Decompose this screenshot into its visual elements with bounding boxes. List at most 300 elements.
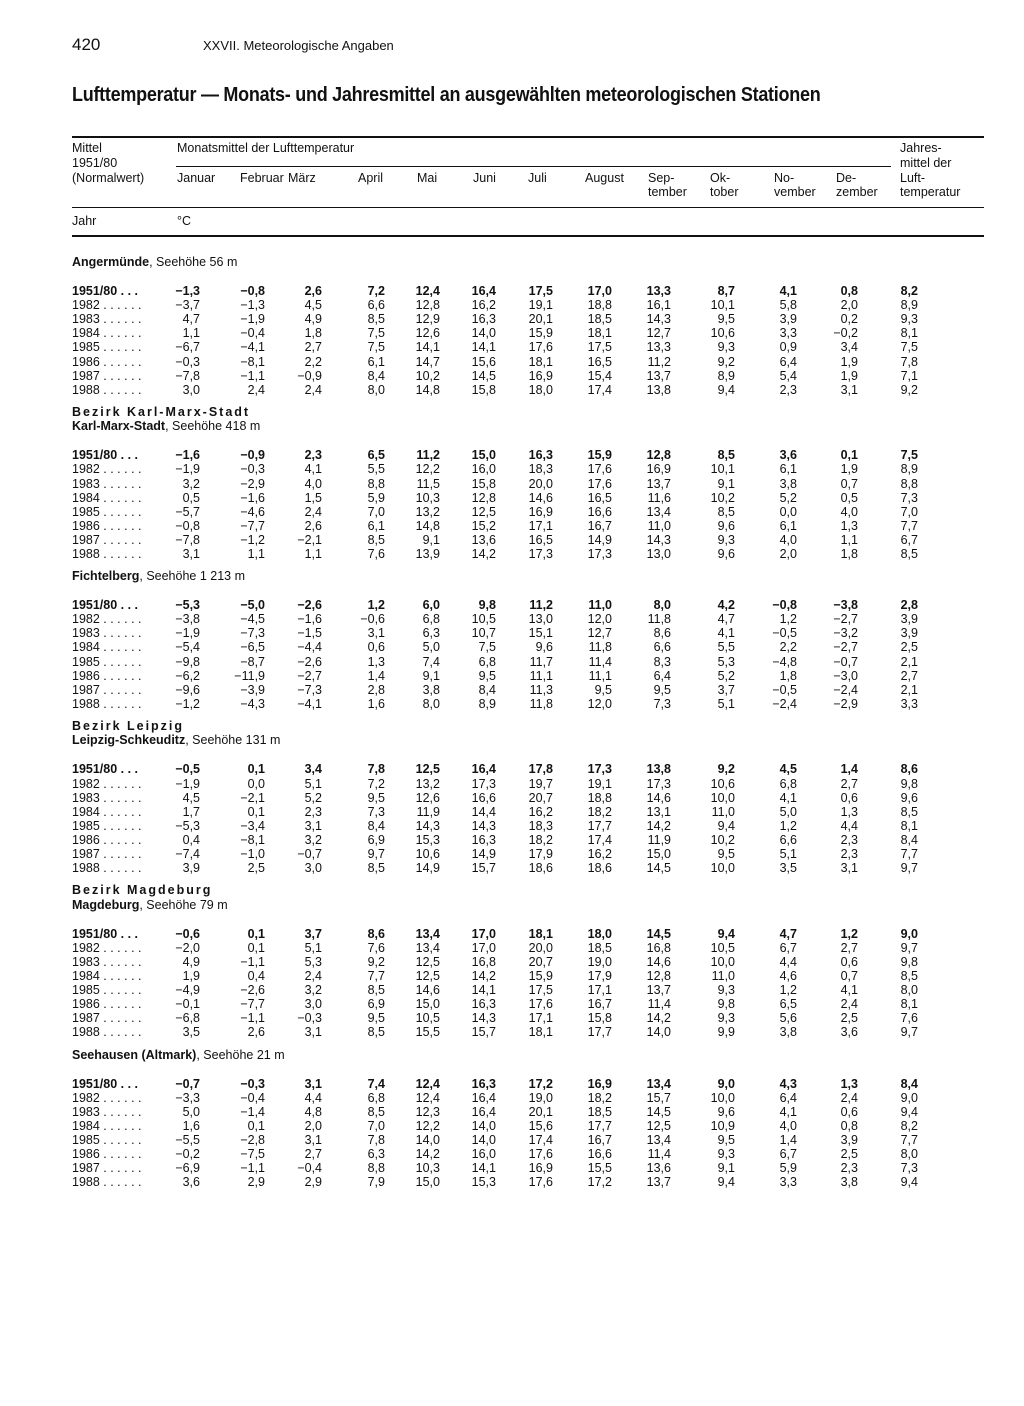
district-heading: Bezirk Magdeburg <box>72 883 213 898</box>
month-value-cell: 0,1 <box>247 762 265 777</box>
month-value-cell: 0,5 <box>840 490 858 505</box>
month-value-cell: 12,0 <box>587 612 612 627</box>
header-jahr: Jahr <box>72 214 97 228</box>
year-cell: 1983 . . . . . . <box>72 1104 142 1119</box>
table-row <box>0 1161 1024 1176</box>
month-value-cell: −7,5 <box>240 1147 265 1161</box>
month-value-cell: 4,3 <box>779 1076 797 1091</box>
month-value-cell: 4,7 <box>182 312 200 327</box>
table-row <box>0 369 1024 384</box>
month-value-cell: 7,3 <box>653 696 671 711</box>
month-value-cell: 17,6 <box>528 997 553 1012</box>
month-value-cell: 18,1 <box>528 1025 553 1040</box>
district-heading: Bezirk Leipzig <box>72 718 185 733</box>
month-value-cell: −5,3 <box>175 818 200 833</box>
month-value-cell: 10,0 <box>710 861 735 876</box>
month-value-cell: 7,5 <box>367 340 385 355</box>
month-value-cell: 20,7 <box>528 954 553 969</box>
annual-mean-cell: 7,7 <box>900 847 918 861</box>
month-value-cell: −3,8 <box>175 612 200 627</box>
year-cell: 1984 . . . . . . <box>72 640 142 655</box>
month-value-cell: −4,9 <box>175 983 200 998</box>
month-value-cell: 17,0 <box>587 284 612 298</box>
month-value-cell: 7,4 <box>367 1076 385 1091</box>
month-value-cell: 11,6 <box>647 490 671 505</box>
table-row <box>0 1091 1024 1106</box>
month-value-cell: 17,9 <box>587 969 612 983</box>
month-value-cell: −7,3 <box>297 682 322 697</box>
month-value-cell: 15,0 <box>471 448 496 463</box>
year-cell: 1982 . . . . . . <box>72 776 142 791</box>
month-value-cell: 17,4 <box>587 832 612 847</box>
month-value-cell: −0,3 <box>240 462 265 477</box>
month-value-cell: 18,1 <box>528 926 553 941</box>
annual-mean-cell: 9,3 <box>900 312 918 327</box>
month-value-cell: 1,4 <box>840 762 858 777</box>
month-value-cell: 4,1 <box>779 1104 797 1119</box>
month-value-cell: 8,9 <box>717 368 735 383</box>
month-value-cell: 8,8 <box>367 476 385 491</box>
month-value-cell: 1,9 <box>182 969 200 983</box>
month-value-cell: 15,0 <box>415 997 440 1012</box>
month-value-cell: 16,5 <box>587 490 612 505</box>
table-row <box>0 847 1024 862</box>
month-value-cell: 4,5 <box>779 762 797 777</box>
year-cell: 1987 . . . . . . <box>72 532 142 547</box>
month-value-cell: 12,4 <box>415 284 440 298</box>
month-value-cell: 18,1 <box>528 354 553 369</box>
month-value-cell: 10,0 <box>710 954 735 969</box>
month-value-cell: −2,6 <box>297 598 322 613</box>
month-value-cell: 13,2 <box>415 504 440 519</box>
month-value-cell: 13,6 <box>471 532 496 547</box>
month-value-cell: 9,6 <box>535 640 553 655</box>
year-cell: 1988 . . . . . . <box>72 696 142 711</box>
month-value-cell: 16,8 <box>471 954 496 969</box>
month-value-cell: 12,8 <box>471 490 496 505</box>
month-value-cell: 5,2 <box>779 490 797 505</box>
month-value-cell: 6,6 <box>779 832 797 847</box>
annual-mean-cell: 8,2 <box>900 1118 918 1133</box>
month-value-cell: 16,5 <box>528 532 553 547</box>
annual-mean-cell: 8,8 <box>900 476 918 491</box>
annual-mean-cell: 8,9 <box>900 298 918 313</box>
month-value-cell: 16,4 <box>471 762 496 777</box>
month-value-cell: 1,8 <box>779 668 797 683</box>
month-value-cell: 10,1 <box>710 298 735 313</box>
station-elevation: , Seehöhe 418 m <box>165 419 261 434</box>
month-value-cell: 3,4 <box>304 762 322 777</box>
annual-mean-cell: 8,0 <box>900 983 918 998</box>
month-value-cell: 3,0 <box>182 382 200 397</box>
month-value-cell: 11,4 <box>647 997 671 1012</box>
month-value-cell: 4,8 <box>304 1104 322 1119</box>
month-header-8: August <box>585 171 624 185</box>
month-value-cell: 3,8 <box>779 476 797 491</box>
month-value-cell: −0,1 <box>175 997 200 1012</box>
table-row <box>0 547 1024 562</box>
table-row <box>0 861 1024 876</box>
annual-mean-cell: 8,5 <box>900 547 918 561</box>
month-value-cell: 16,7 <box>587 997 612 1012</box>
month-value-cell: 18,5 <box>587 940 612 955</box>
annual-mean-cell: 7,7 <box>900 1132 918 1147</box>
table-row <box>0 640 1024 655</box>
annual-mean-cell: 9,7 <box>900 940 918 955</box>
month-value-cell: 17,1 <box>528 518 553 533</box>
month-value-cell: 3,1 <box>182 547 200 561</box>
month-value-cell: 18,2 <box>587 1090 612 1105</box>
month-value-cell: −7,8 <box>175 532 200 547</box>
table-row <box>0 612 1024 627</box>
month-value-cell: 2,8 <box>367 682 385 697</box>
month-value-cell: 1,7 <box>182 804 200 819</box>
month-value-cell: 12,8 <box>646 448 671 463</box>
station-heading <box>72 898 228 912</box>
month-value-cell: 16,0 <box>471 1147 496 1161</box>
month-value-cell: 20,0 <box>528 940 553 955</box>
month-value-cell: 14,5 <box>646 1104 671 1119</box>
month-value-cell: 15,9 <box>587 448 612 463</box>
month-value-cell: 3,3 <box>779 326 797 341</box>
month-value-cell: 17,7 <box>587 1118 612 1133</box>
district-heading: Bezirk Karl-Marx-Stadt <box>72 404 251 419</box>
month-value-cell: 4,1 <box>779 790 797 805</box>
month-value-cell: 18,8 <box>587 790 612 805</box>
month-value-cell: 11,5 <box>416 476 440 491</box>
month-value-cell: 11,2 <box>529 598 553 613</box>
table-row <box>0 383 1024 398</box>
table-row <box>0 1147 1024 1162</box>
month-value-cell: −1,0 <box>240 847 265 861</box>
year-cell: 1982 . . . . . . <box>72 298 142 313</box>
month-value-cell: −1,1 <box>240 368 265 383</box>
year-cell: 1951/80 . . . <box>72 448 139 463</box>
month-value-cell: 17,6 <box>528 340 553 355</box>
year-cell: 1987 . . . . . . <box>72 368 142 383</box>
month-value-cell: 0,0 <box>779 504 797 519</box>
month-value-cell: 2,0 <box>304 1118 322 1133</box>
month-value-cell: −5,0 <box>240 598 265 613</box>
month-value-cell: 2,4 <box>304 504 322 519</box>
month-value-cell: 12,8 <box>646 969 671 983</box>
month-value-cell: 9,2 <box>367 954 385 969</box>
year-cell: 1988 . . . . . . <box>72 1175 142 1190</box>
station-name: Fichtelberg <box>72 569 140 584</box>
month-value-cell: 15,1 <box>528 626 553 641</box>
month-value-cell: −1,9 <box>175 626 200 641</box>
annual-mean-cell: 8,1 <box>900 997 918 1012</box>
month-value-cell: −2,4 <box>772 696 797 711</box>
table-row <box>0 598 1024 613</box>
month-header-6: Juni <box>473 171 496 185</box>
month-value-cell: 3,7 <box>717 682 735 697</box>
month-value-cell: 8,4 <box>478 682 496 697</box>
month-value-cell: 14,3 <box>646 312 671 327</box>
month-value-cell: −8,7 <box>240 654 265 669</box>
month-value-cell: 13,7 <box>646 1175 671 1190</box>
year-cell: 1985 . . . . . . <box>72 1132 142 1147</box>
month-value-cell: 6,1 <box>367 518 385 533</box>
month-value-cell: 2,6 <box>304 284 322 298</box>
annual-mean-cell: 7,6 <box>900 1011 918 1026</box>
table-title: Lufttemperatur — Monats- und Jahresmittel an ausgewählten meteorologischen Stationen <box>72 84 821 106</box>
month-value-cell: 10,2 <box>415 368 440 383</box>
month-value-cell: 12,5 <box>471 504 496 519</box>
station-name: Seehausen (Altmark) <box>72 1047 197 1062</box>
year-cell: 1985 . . . . . . <box>72 983 142 998</box>
month-value-cell: 1,8 <box>840 547 858 561</box>
station-elevation: , Seehöhe 1 213 m <box>139 569 246 584</box>
table-row <box>0 298 1024 313</box>
month-value-cell: 0,1 <box>247 926 265 941</box>
month-value-cell: −4,3 <box>240 696 265 711</box>
annual-mean-cell: 2,8 <box>900 598 918 613</box>
month-value-cell: 12,5 <box>415 762 440 777</box>
month-value-cell: −1,6 <box>297 612 322 627</box>
month-value-cell: 0,8 <box>840 284 858 298</box>
month-value-cell: −2,7 <box>297 668 322 683</box>
month-value-cell: 10,6 <box>415 847 440 861</box>
annual-mean-cell: 9,4 <box>900 1175 918 1190</box>
table-row <box>0 997 1024 1012</box>
month-value-cell: 3,1 <box>304 1025 322 1040</box>
month-value-cell: 3,1 <box>367 626 385 641</box>
annual-mean-cell: 6,7 <box>900 532 918 547</box>
month-value-cell: 20,1 <box>528 1104 553 1119</box>
month-value-cell: 16,2 <box>587 847 612 861</box>
month-value-cell: 6,3 <box>367 1147 385 1161</box>
month-value-cell: 11,4 <box>588 654 612 669</box>
month-value-cell: −0,5 <box>175 762 200 777</box>
header-unit: °C <box>177 214 192 228</box>
month-header-3: März <box>288 171 316 185</box>
month-value-cell: −2,7 <box>833 612 858 627</box>
month-value-cell: 10,9 <box>710 1118 735 1133</box>
month-value-cell: −6,7 <box>175 340 200 355</box>
month-value-cell: 7,6 <box>367 547 385 561</box>
month-value-cell: 1,2 <box>779 612 797 627</box>
month-header-4: April <box>358 171 384 185</box>
month-value-cell: −2,6 <box>240 983 265 998</box>
month-value-cell: 4,7 <box>779 926 797 941</box>
month-value-cell: 2,3 <box>304 804 322 819</box>
month-value-cell: 17,3 <box>587 547 612 561</box>
month-value-cell: 11,2 <box>647 354 671 369</box>
month-value-cell: 10,2 <box>710 832 735 847</box>
month-value-cell: 4,0 <box>779 532 797 547</box>
year-cell: 1984 . . . . . . <box>72 1118 142 1133</box>
month-value-cell: 9,5 <box>594 682 612 697</box>
year-cell: 1988 . . . . . . <box>72 861 142 876</box>
month-value-cell: 12,2 <box>415 1118 440 1133</box>
month-value-cell: 8,8 <box>367 1161 385 1176</box>
month-value-cell: 14,4 <box>471 804 496 819</box>
month-value-cell: 0,7 <box>840 969 858 983</box>
month-value-cell: 17,9 <box>528 847 553 861</box>
month-value-cell: 9,5 <box>653 682 671 697</box>
year-cell: 1987 . . . . . . <box>72 1161 142 1176</box>
station-name: Magdeburg <box>72 897 140 912</box>
month-value-cell: 17,6 <box>587 462 612 477</box>
month-value-cell: 10,3 <box>415 1161 440 1176</box>
year-cell: 1986 . . . . . . <box>72 668 142 683</box>
month-value-cell: 18,6 <box>587 861 612 876</box>
month-value-cell: 4,7 <box>717 612 735 627</box>
month-header-9-line2: tember <box>648 185 687 199</box>
month-value-cell: 17,6 <box>587 476 612 491</box>
month-value-cell: 8,4 <box>367 818 385 833</box>
month-value-cell: 2,0 <box>840 298 858 313</box>
month-value-cell: −2,6 <box>297 654 322 669</box>
month-value-cell: 2,6 <box>304 518 322 533</box>
annual-mean-cell: 8,1 <box>900 818 918 833</box>
month-value-cell: 16,3 <box>471 1076 496 1091</box>
table-row <box>0 1133 1024 1148</box>
annual-mean-cell: 8,5 <box>900 804 918 819</box>
month-value-cell: −0,7 <box>175 1076 200 1091</box>
month-value-cell: 9,5 <box>717 1132 735 1147</box>
month-value-cell: 12,4 <box>415 1090 440 1105</box>
month-value-cell: 13,8 <box>646 382 671 397</box>
month-value-cell: 4,4 <box>840 818 858 833</box>
month-value-cell: −0,3 <box>175 354 200 369</box>
month-value-cell: −2,9 <box>833 696 858 711</box>
month-value-cell: 18,8 <box>587 298 612 313</box>
year-cell: 1951/80 . . . <box>72 926 139 941</box>
month-value-cell: −4,1 <box>297 696 322 711</box>
month-value-cell: 5,1 <box>779 847 797 861</box>
annual-mean-cell: 8,5 <box>900 969 918 983</box>
page-number: 420 <box>72 35 101 54</box>
annual-mean-cell: 8,2 <box>900 284 918 298</box>
month-value-cell: 6,7 <box>779 940 797 955</box>
year-cell: 1951/80 . . . <box>72 1076 139 1091</box>
month-value-cell: 10,1 <box>710 462 735 477</box>
month-value-cell: −1,1 <box>240 954 265 969</box>
month-value-cell: 11,8 <box>647 612 671 627</box>
month-value-cell: 6,9 <box>367 997 385 1012</box>
month-value-cell: 3,0 <box>304 997 322 1012</box>
month-value-cell: 15,7 <box>471 1025 496 1040</box>
station-elevation: , Seehöhe 56 m <box>149 255 238 269</box>
month-value-cell: 2,3 <box>840 832 858 847</box>
month-value-cell: 13,3 <box>646 340 671 355</box>
table-row <box>0 791 1024 806</box>
month-value-cell: −0,9 <box>297 368 322 383</box>
month-value-cell: 2,3 <box>840 1161 858 1176</box>
month-value-cell: 3,1 <box>304 1076 322 1091</box>
table-row <box>0 477 1024 492</box>
month-value-cell: 0,8 <box>840 1118 858 1133</box>
month-value-cell: 6,7 <box>779 1147 797 1161</box>
table-row <box>0 833 1024 848</box>
annual-mean-cell: 2,7 <box>900 668 918 683</box>
year-cell: 1951/80 . . . <box>72 598 139 613</box>
month-value-cell: −2,1 <box>297 532 322 547</box>
month-value-cell: −4,6 <box>240 504 265 519</box>
annual-mean-cell: 7,0 <box>900 504 918 519</box>
month-value-cell: 1,1 <box>304 547 322 561</box>
station-name: Angermünde <box>72 255 150 269</box>
month-value-cell: 5,2 <box>304 790 322 805</box>
month-value-cell: 3,9 <box>182 861 200 876</box>
month-value-cell: 1,9 <box>840 462 858 477</box>
month-value-cell: 8,5 <box>717 504 735 519</box>
month-value-cell: 9,1 <box>717 476 735 491</box>
month-value-cell: 3,8 <box>422 682 440 697</box>
month-value-cell: 3,0 <box>304 861 322 876</box>
month-value-cell: 14,8 <box>415 382 440 397</box>
year-cell: 1988 . . . . . . <box>72 547 142 561</box>
station-heading <box>72 1048 285 1062</box>
month-value-cell: 13,3 <box>646 284 671 298</box>
month-value-cell: 1,9 <box>840 368 858 383</box>
month-value-cell: 13,7 <box>646 983 671 998</box>
table-row <box>0 355 1024 370</box>
month-value-cell: 17,3 <box>646 776 671 791</box>
annual-mean-cell: 7,5 <box>900 448 918 463</box>
month-value-cell: −1,5 <box>297 626 322 641</box>
month-value-cell: −0,7 <box>833 654 858 669</box>
month-value-cell: 5,6 <box>779 1011 797 1026</box>
month-value-cell: 14,2 <box>471 547 496 561</box>
annual-mean-cell: 9,7 <box>900 1025 918 1040</box>
month-value-cell: 6,1 <box>779 518 797 533</box>
month-value-cell: 16,4 <box>471 1090 496 1105</box>
month-value-cell: 2,4 <box>840 1090 858 1105</box>
month-value-cell: 18,3 <box>528 462 553 477</box>
year-cell: 1951/80 . . . <box>72 762 139 777</box>
month-header-12-line2: zember <box>836 185 878 199</box>
year-cell: 1951/80 . . . <box>72 284 139 298</box>
month-value-cell: 9,3 <box>717 532 735 547</box>
month-value-cell: 12,4 <box>415 1076 440 1091</box>
month-value-cell: 19,0 <box>587 954 612 969</box>
month-value-cell: 18,5 <box>587 1104 612 1119</box>
month-value-cell: 15,3 <box>471 1175 496 1190</box>
month-value-cell: −0,3 <box>297 1011 322 1026</box>
year-cell: 1984 . . . . . . <box>72 969 142 983</box>
month-value-cell: −1,2 <box>240 532 265 547</box>
month-value-cell: 14,6 <box>646 954 671 969</box>
month-value-cell: 11,7 <box>529 654 553 669</box>
month-value-cell: 11,0 <box>711 804 735 819</box>
station-heading <box>72 733 280 747</box>
annual-mean-cell: 9,6 <box>900 790 918 805</box>
year-cell: 1986 . . . . . . <box>72 832 142 847</box>
month-value-cell: 6,6 <box>653 640 671 655</box>
month-value-cell: 14,3 <box>646 532 671 547</box>
annual-mean-cell: 7,3 <box>900 490 918 505</box>
month-value-cell: 0,1 <box>247 1118 265 1133</box>
month-value-cell: 15,9 <box>528 969 553 983</box>
month-value-cell: 14,2 <box>646 818 671 833</box>
month-value-cell: 10,0 <box>710 790 735 805</box>
month-value-cell: 17,5 <box>528 983 553 998</box>
month-value-cell: 4,5 <box>182 790 200 805</box>
annual-mean-cell: 9,0 <box>900 926 918 941</box>
year-cell: 1983 . . . . . . <box>72 626 142 641</box>
month-value-cell: 16,6 <box>587 1147 612 1161</box>
month-value-cell: −0,3 <box>240 1076 265 1091</box>
month-value-cell: 5,1 <box>304 940 322 955</box>
month-value-cell: 12,7 <box>587 626 612 641</box>
month-value-cell: 17,7 <box>587 1025 612 1040</box>
month-value-cell: 17,1 <box>528 1011 553 1026</box>
header-normal-years: 1951/80 <box>72 156 118 170</box>
month-value-cell: 0,6 <box>840 790 858 805</box>
